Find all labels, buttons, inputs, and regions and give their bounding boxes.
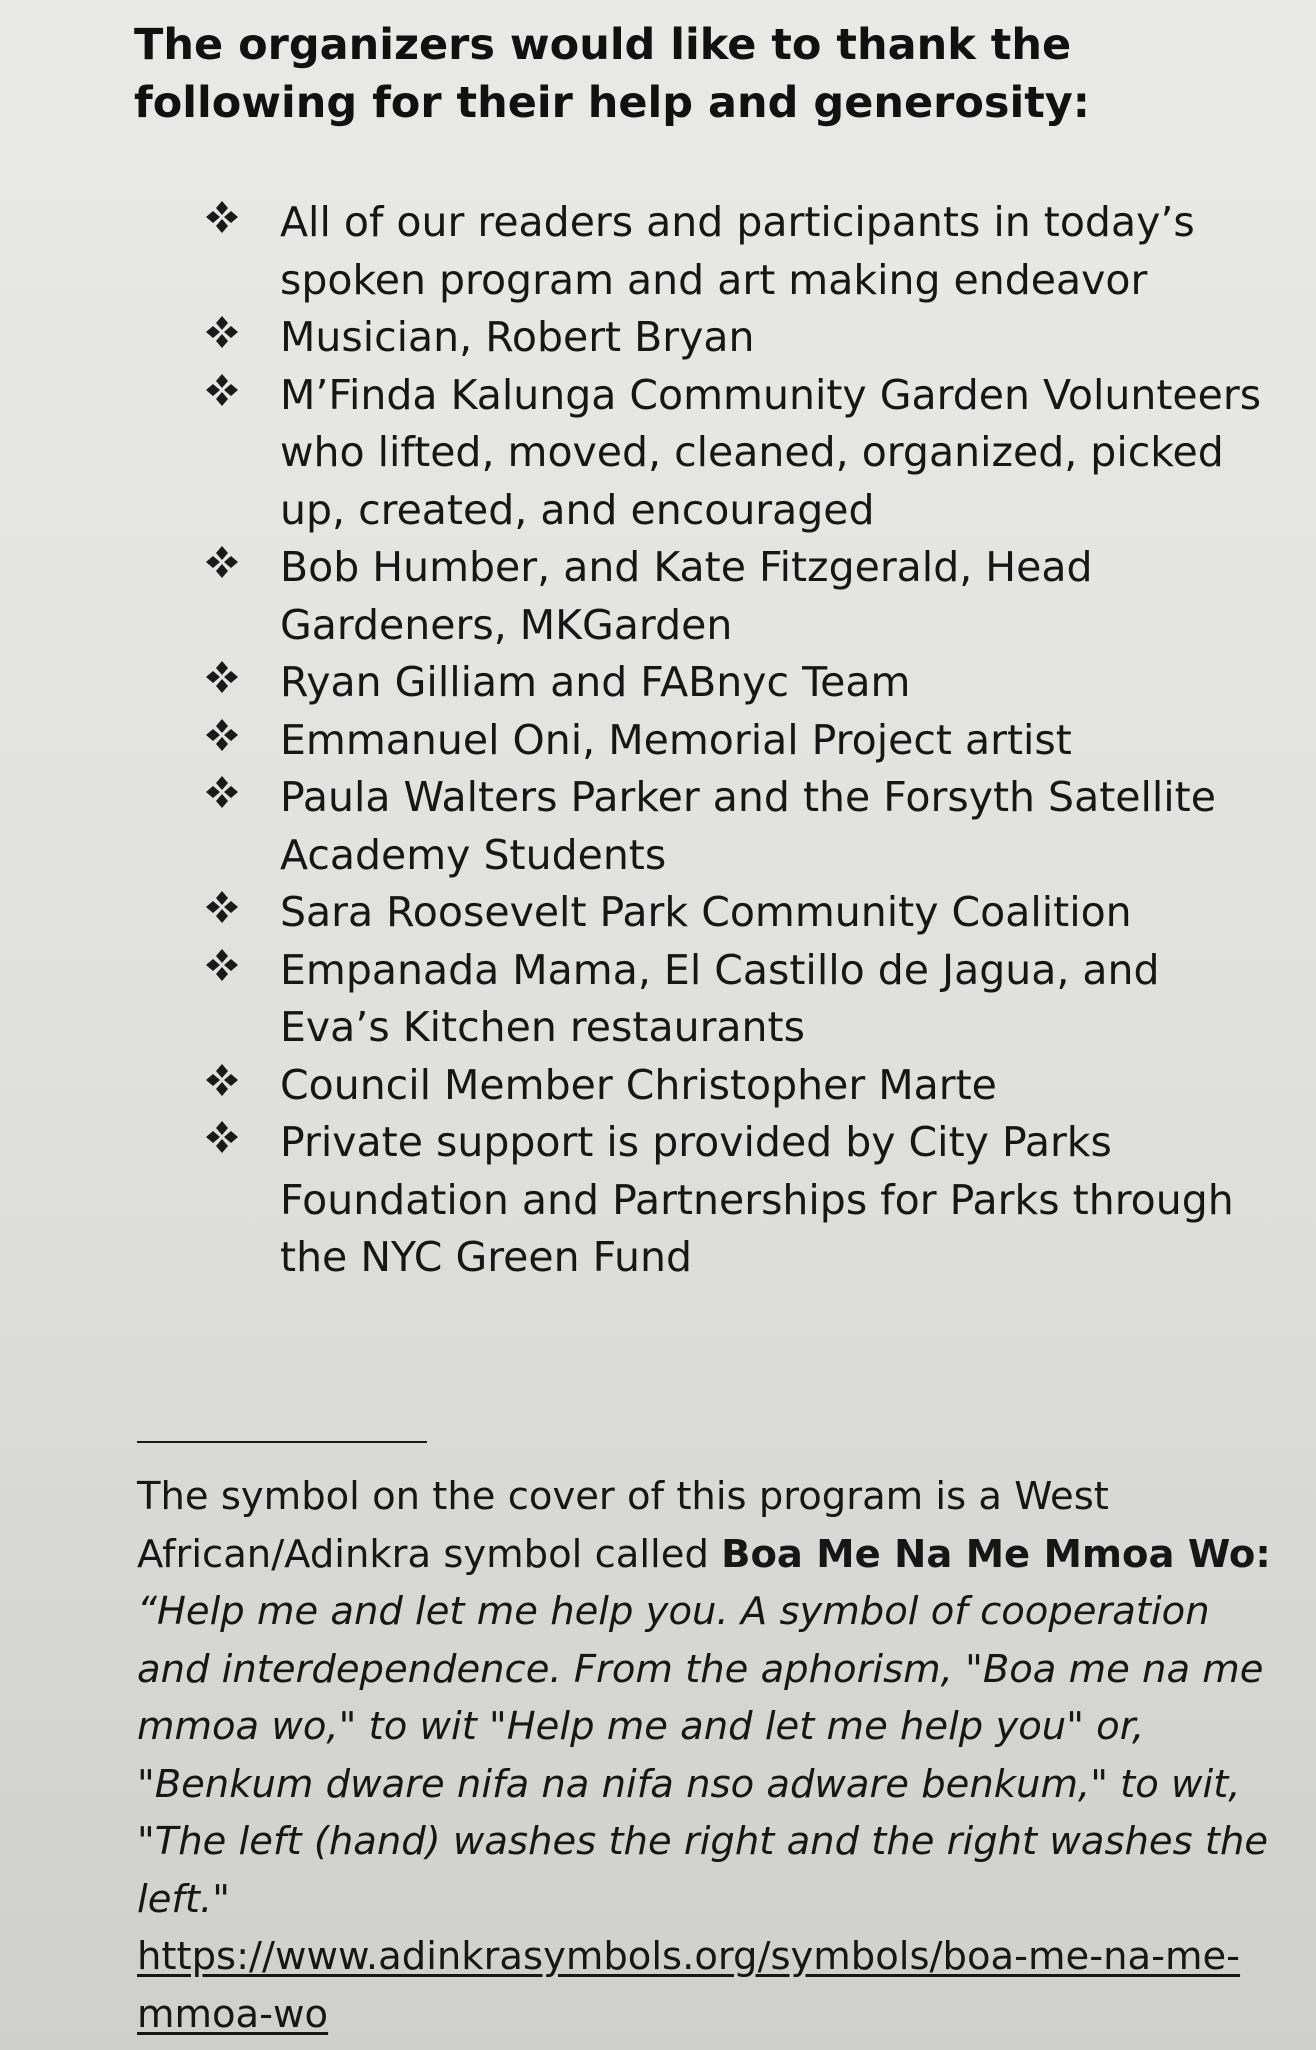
list-item-text: All of our readers and participants in today’s spoken program and art making endeavor (280, 198, 1195, 304)
diamond-ornament-icon (205, 948, 239, 982)
cover-symbol-note (137, 1468, 1277, 2043)
list-item-text: Empanada Mama, El Castillo de Jagua, and Eva’s Kitchen restaurants (280, 945, 1160, 1051)
list-item-text: Private support is provided by City Parks Foundation and Partnerships for Parks through the NYC Green Fund (280, 1118, 1234, 1281)
diamond-ornament-icon (205, 718, 239, 752)
list-item (205, 654, 1265, 712)
list-item (205, 194, 1265, 309)
list-item (205, 309, 1265, 367)
list-item (205, 539, 1265, 654)
list-item (205, 884, 1265, 942)
list-item (205, 942, 1265, 1057)
list-item (205, 1057, 1265, 1115)
list-item-text: Ryan Gilliam and FABnyc Team (280, 658, 911, 706)
list-item (205, 769, 1265, 884)
diamond-ornament-icon (205, 1120, 239, 1154)
list-item-text: Paula Walters Parker and the Forsyth Satellite Academy Students (280, 773, 1216, 879)
symbol-meaning-quote: “Help me and let me help you. A symbol of cooperation and interdependence. From the aphorism, "Boa me na me mmoa wo," to wit "Help me and let me help you" or, "Benkum dware nifa na nifa nso adware benkum," to wit, "The left (hand) washes the right and the right washes the left." (137, 1589, 1269, 1922)
list-item (205, 712, 1265, 770)
footnote-divider (137, 1441, 427, 1443)
list-item-text: Sara Roosevelt Park Community Coalition (280, 888, 1132, 936)
symbol-name: Boa Me Na Me Mmoa Wo: (721, 1531, 1271, 1577)
list-item-text: Emmanuel Oni, Memorial Project artist (280, 715, 1072, 764)
list-item-text: Bob Humber, and Kate Fitzgerald, Head Gardeners, MKGarden (280, 543, 1093, 649)
list-item-text: M’Finda Kalunga Community Garden Volunteers who lifted, moved, cleaned, organized, picked up, created, and encouraged (280, 370, 1262, 534)
acknowledgements-heading: The organizers would like to thank the following for their help and generosity: (134, 20, 1090, 128)
diamond-ornament-icon (205, 373, 239, 407)
list-item (205, 367, 1265, 540)
diamond-ornament-icon (205, 315, 239, 349)
diamond-ornament-icon (205, 660, 239, 694)
diamond-ornament-icon (205, 890, 239, 924)
note-intro: The symbol on the cover of this program is a West African/Adinkra symbol called (137, 1474, 1109, 1577)
diamond-ornament-icon (205, 775, 239, 809)
list-item (205, 1114, 1265, 1287)
diamond-ornament-icon (205, 1063, 239, 1097)
list-item-text: Musician, Robert Bryan (280, 313, 755, 361)
list-item-text: Council Member Christopher Marte (280, 1060, 997, 1109)
adinkra-symbol-link[interactable]: https://www.adinkrasymbols.org/symbols/boa-me-na-me-mmoa-wo (137, 1934, 1241, 2037)
diamond-ornament-icon (205, 200, 239, 234)
acknowledgements-list (205, 194, 1265, 1287)
diamond-ornament-icon (205, 545, 239, 579)
